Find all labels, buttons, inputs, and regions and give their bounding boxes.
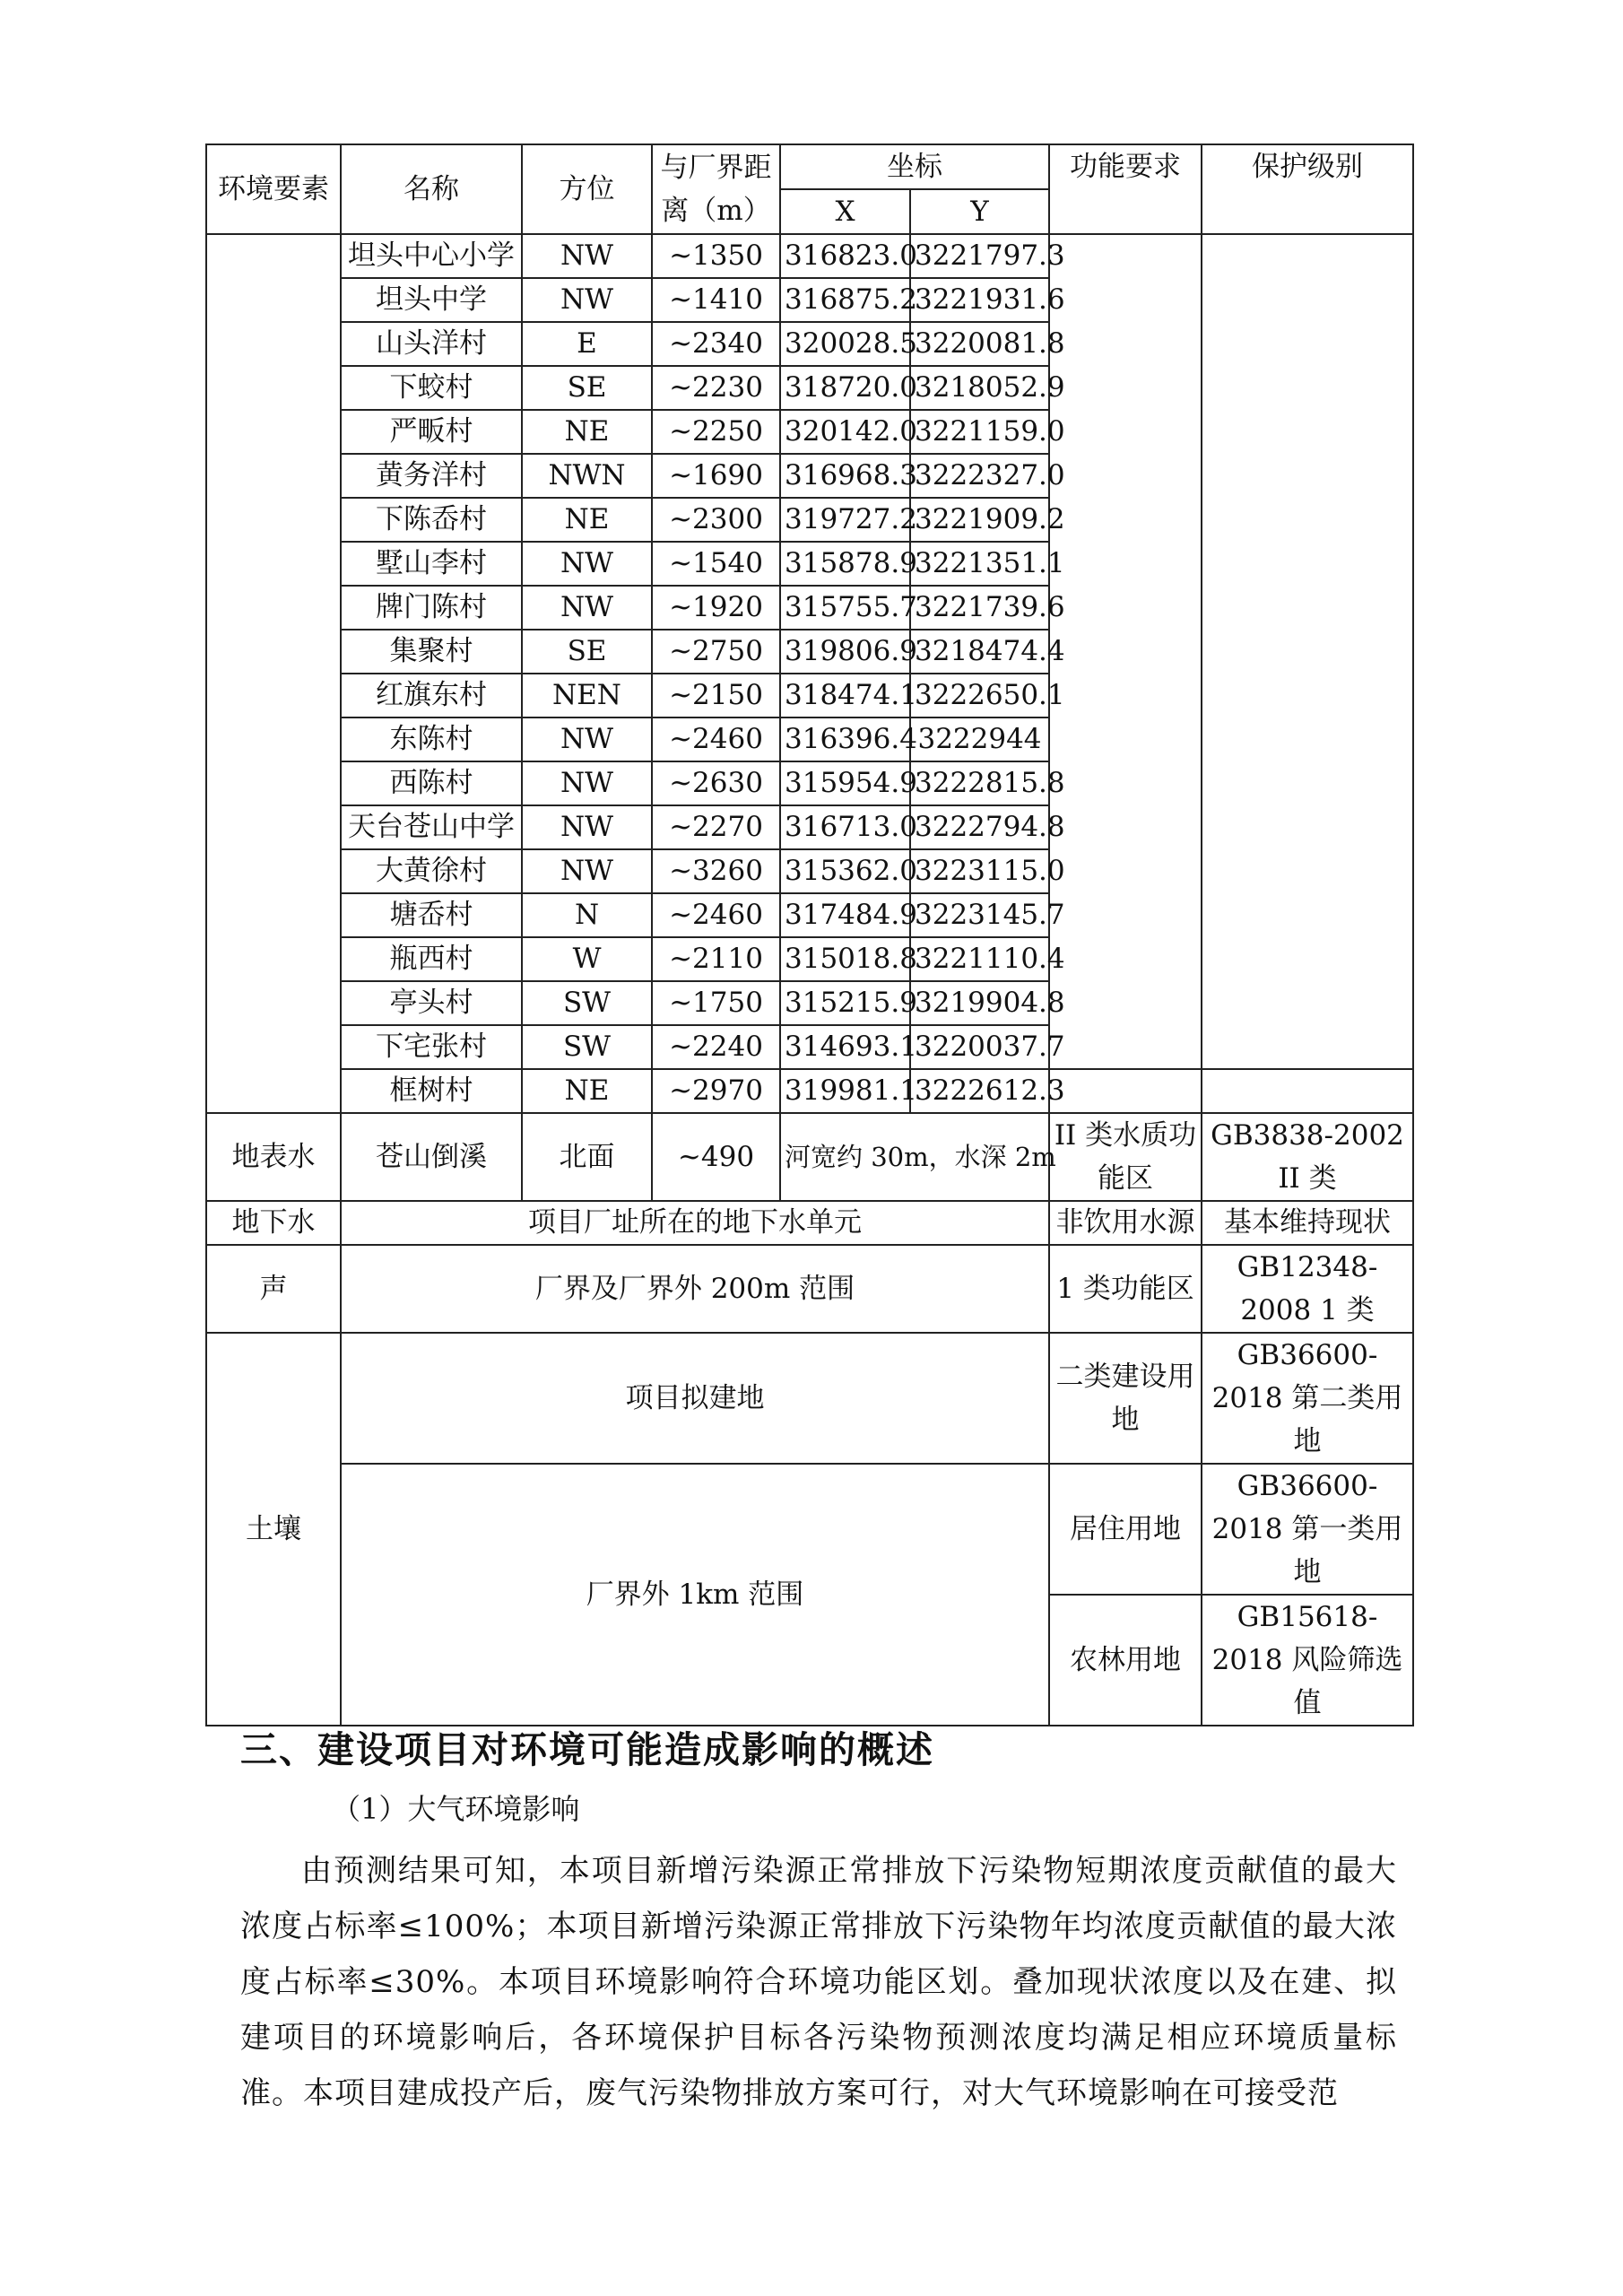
receptor-y: 3222327.0 [910,454,1049,498]
surface-water-name: 苍山倒溪 [341,1113,522,1201]
receptor-x: 318474.1 [780,674,910,718]
receptor-x: 315362.0 [780,849,910,893]
receptor-y: 3220081.8 [910,322,1049,366]
receptor-distance: ~2240 [652,1025,780,1069]
receptor-name: 红旗东村 [341,674,522,718]
noise-scope: 厂界及厂界外 200m 范围 [341,1245,1049,1333]
soil-scope-1km: 厂界外 1km 范围 [341,1464,1049,1726]
noise-protection: GB12348-2008 1 类 [1202,1245,1413,1333]
receptor-x: 317484.9 [780,893,910,937]
receptor-distance: ~1350 [652,234,780,278]
receptor-direction: NWN [522,454,652,498]
receptor-direction: NEN [522,674,652,718]
receptor-y: 3222650.1 [910,674,1049,718]
receptor-distance: ~2230 [652,366,780,410]
receptor-y: 3221159.0 [910,410,1049,454]
receptor-x: 316875.2 [780,278,910,322]
receptor-x: 320142.0 [780,410,910,454]
soil-function-construction: 二类建设用地 [1049,1333,1202,1464]
receptor-name: 下陈岙村 [341,498,522,542]
receptor-name: 坦头中学 [341,278,522,322]
receptor-x: 315018.8 [780,937,910,981]
receptor-name: 天台苍山中学 [341,805,522,849]
receptor-name: 山头洋村 [341,322,522,366]
receptor-direction: W [522,937,652,981]
receptor-direction: NW [522,542,652,586]
surface-water-protection: GB3838-2002 II 类 [1202,1113,1413,1201]
receptor-distance: ~2970 [652,1069,780,1113]
surface-water-distance: ~490 [652,1113,780,1201]
receptor-name: 瓶西村 [341,937,522,981]
receptor-x: 318720.0 [780,366,910,410]
receptor-distance: ~2750 [652,630,780,674]
receptor-distance: ~2270 [652,805,780,849]
soil-function-residential: 居住用地 [1049,1464,1202,1595]
receptor-protection-blank [1202,234,1413,1069]
surface-water-function: II 类水质功能区 [1049,1113,1202,1201]
receptor-y: 3221351.1 [910,542,1049,586]
receptor-y: 3221110.4 [910,937,1049,981]
receptor-distance: ~2300 [652,498,780,542]
receptor-distance: ~1540 [652,542,780,586]
receptor-direction: NW [522,586,652,630]
receptor-name: 塘岙村 [341,893,522,937]
receptor-y: 3222794.8 [910,805,1049,849]
receptor-direction: NE [522,410,652,454]
receptor-x: 315954.9 [780,761,910,805]
receptor-direction: NW [522,805,652,849]
soil-scope-site: 项目拟建地 [341,1333,1049,1464]
receptor-direction: E [522,322,652,366]
receptor-y: 3220037.7 [910,1025,1049,1069]
receptor-x: 315878.9 [780,542,910,586]
receptor-name: 墅山李村 [341,542,522,586]
receptor-name: 东陈村 [341,718,522,761]
receptor-name: 黄务洋村 [341,454,522,498]
receptor-x: 319806.9 [780,630,910,674]
receptor-direction: NE [522,1069,652,1113]
subsection-title: （1）大气环境影响 [332,1792,580,1826]
receptor-distance: ~1920 [652,586,780,630]
receptor-x: 315215.9 [780,981,910,1025]
surface-water-description: 河宽约 30m，水深 2m [780,1113,1049,1201]
receptor-name: 西陈村 [341,761,522,805]
receptor-direction: SW [522,981,652,1025]
receptor-element-blank [206,234,341,1113]
receptor-y: 3223115.0 [910,849,1049,893]
receptor-direction: SE [522,630,652,674]
groundwater-protection: 基本维持现状 [1202,1201,1413,1245]
receptor-direction: NW [522,849,652,893]
surface-water-direction: 北面 [522,1113,652,1201]
receptor-x: 319727.2 [780,498,910,542]
header-element: 环境要素 [206,144,341,234]
receptor-distance: ~2340 [652,322,780,366]
surface-water-element: 地表水 [206,1113,341,1201]
header-protection: 保护级别 [1202,144,1413,234]
receptor-name: 严畈村 [341,410,522,454]
header-function: 功能要求 [1049,144,1202,234]
receptor-x: 316823.0 [780,234,910,278]
receptor-direction: SW [522,1025,652,1069]
receptor-distance: ~1750 [652,981,780,1025]
receptor-direction: NE [522,498,652,542]
receptor-y: 3221797.3 [910,234,1049,278]
receptor-x: 316968.3 [780,454,910,498]
receptor-y: 3222944 [910,718,1049,761]
header-direction: 方位 [522,144,652,234]
receptor-distance: ~2630 [652,761,780,805]
section-title: 三、建设项目对环境可能造成影响的概述 [240,1728,934,1771]
groundwater-function: 非饮用水源 [1049,1201,1202,1245]
receptor-y: 3218474.4 [910,630,1049,674]
header-y: Y [910,189,1049,234]
header-coordinates: 坐标 [780,144,1049,189]
receptor-x: 319981.1 [780,1069,910,1113]
receptor-y: 3221739.6 [910,586,1049,630]
receptor-distance: ~2460 [652,718,780,761]
receptor-y: 3222815.8 [910,761,1049,805]
soil-element: 土壤 [206,1333,341,1726]
receptor-protection-blank [1202,1069,1413,1113]
receptor-name: 框树村 [341,1069,522,1113]
receptor-y: 3218052.9 [910,366,1049,410]
receptor-distance: ~2150 [652,674,780,718]
receptor-name: 坦头中心小学 [341,234,522,278]
header-distance: 与厂界距离（m） [652,144,780,234]
header-name: 名称 [341,144,522,234]
receptor-y: 3222612.3 [910,1069,1049,1113]
header-x: X [780,189,910,234]
body-paragraph: 由预测结果可知，本项目新增污染源正常排放下污染物短期浓度贡献值的最大浓度占标率≤100%；本项目新增污染源正常排放下污染物年均浓度贡献值的最大浓度占标率≤30%。本项目环境影响符合环境功能区划。叠加现状浓度以及在建、拟建项目的环境影响后，各环境保护目标各污染物预测浓度均满足相应环境质量标准。本项目建成投产后，废气污染物排放方案可行，对大气环境影响在可接受范 [240,1853,1397,2111]
receptor-distance: ~1690 [652,454,780,498]
receptor-direction: NW [522,718,652,761]
receptor-distance: ~1410 [652,278,780,322]
receptor-x: 316396.4 [780,718,910,761]
receptor-y: 3221909.2 [910,498,1049,542]
receptor-name: 大黄徐村 [341,849,522,893]
receptor-name: 集聚村 [341,630,522,674]
receptor-function-blank [1049,234,1202,1069]
receptor-distance: ~2110 [652,937,780,981]
receptor-distance: ~2250 [652,410,780,454]
soil-protection-residential: GB36600-2018 第一类用地 [1202,1464,1413,1595]
environment-protection-table [205,144,1414,1726]
receptor-distance: ~2460 [652,893,780,937]
receptor-function-blank [1049,1069,1202,1113]
receptor-direction: SE [522,366,652,410]
receptor-direction: NW [522,761,652,805]
table-row [206,1069,1413,1113]
receptor-x: 315755.7 [780,586,910,630]
receptor-x: 314693.1 [780,1025,910,1069]
soil-protection-construction: GB36600-2018 第二类用地 [1202,1333,1413,1464]
receptor-name: 牌门陈村 [341,586,522,630]
receptor-direction: NW [522,234,652,278]
noise-function: 1 类功能区 [1049,1245,1202,1333]
receptor-direction: NW [522,278,652,322]
receptor-x: 320028.5 [780,322,910,366]
table-row [206,234,1413,278]
receptor-y: 3223145.7 [910,893,1049,937]
receptor-name: 下宅张村 [341,1025,522,1069]
receptor-name: 亭头村 [341,981,522,1025]
receptor-distance: ~3260 [652,849,780,893]
receptor-direction: N [522,893,652,937]
groundwater-scope: 项目厂址所在的地下水单元 [341,1201,1049,1245]
receptor-y: 3219904.8 [910,981,1049,1025]
receptor-x: 316713.0 [780,805,910,849]
noise-element: 声 [206,1245,341,1333]
groundwater-element: 地下水 [206,1201,341,1245]
receptor-name: 下蛟村 [341,366,522,410]
receptor-y: 3221931.6 [910,278,1049,322]
soil-function-agricultural: 农林用地 [1049,1595,1202,1726]
soil-protection-agricultural: GB15618-2018 风险筛选值 [1202,1595,1413,1726]
